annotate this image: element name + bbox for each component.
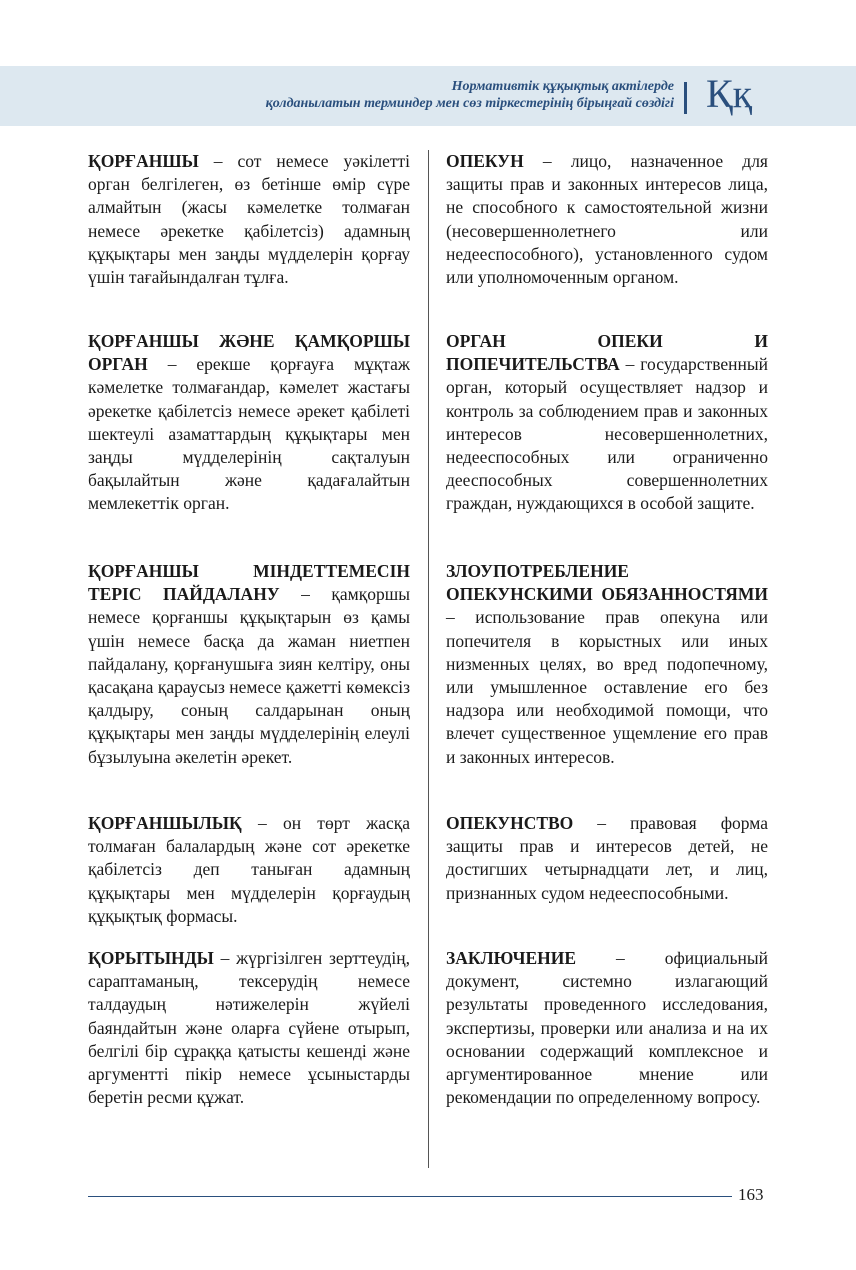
entry-korytyndy — [88, 947, 410, 1109]
entry-zakluchenie — [446, 947, 768, 1109]
entry-term: ҚОРҒАНШЫЛЫҚ — [88, 813, 242, 833]
footer-rule — [88, 1196, 732, 1197]
entry-definition: – правовая форма защиты прав и интересов детей, не достигших четырнадцати лет, и лиц, признанных судом недееспособными. — [446, 813, 768, 903]
entry-opekunstvo — [446, 812, 768, 905]
entry-definition: – ерекше қорғауға мұқтаж кәмелетке толмағандар, кәмелет жастағы әрекетке қабілетсіз немесе әрекет қабілеті шектеулі азаматтардың құқықтары мен заңды мүдделерінің сақталуын бақылайтын және қадағалайтын мемлекеттік орган. — [88, 354, 410, 514]
dictionary-title-line1: Нормативтік құқықтық актілерде — [451, 79, 674, 94]
entry-opekun — [446, 150, 768, 289]
entry-definition: – лицо, назначенное для защиты прав и законных интересов лица, не способного к самостоятельной жизни (несовершеннолетнего или недееспособного), установленного судом или уполномоченным органом. — [446, 151, 768, 288]
entry-definition: – жүргізілген зерттеудің, сараптаманың, тексерудің немесе талдаудың нәтижелерін жүйелі баяндайтын және оларға сүйене отырып, белгілі бір сұраққа қатысты кешенді және аргументті пікір немесе ұсыныстарды беретін ресми құжат. — [88, 948, 410, 1108]
section-letter: Ққ — [706, 71, 753, 116]
entry-term: ЗАКЛЮЧЕНИЕ — [446, 948, 577, 968]
dictionary-title — [114, 78, 674, 112]
column-divider — [428, 150, 429, 1168]
entry-korganshy-zhane-kamkorshy-organ — [88, 330, 410, 516]
entry-term: ОРГАН ОПЕКИ И ПОПЕЧИТЕЛЬСТВА — [446, 331, 768, 375]
entry-definition: – сот немесе уәкілетті орган белгілеген, өз бетінше өмір сүре алмайтын (жасы кәмелетке толмаған немесе әрекетке қабілетсіз) адамның құқықтары мен заңды мүдделерін қорғау үшін тағайындалған тұлға. — [88, 151, 410, 288]
entry-term: ҚОРҒАНШЫ ЖӘНЕ ҚАМҚОРШЫ ОРГАН — [88, 331, 410, 375]
entry-term: ҚОРҒАНШЫ МІНДЕТТЕМЕСІН ТЕРІС ПАЙДАЛАНУ — [88, 561, 410, 605]
entry-korganshy — [88, 150, 410, 289]
entry-definition: – использование прав опекуна или попечителя в корыстных или иных низменных целях, во вред подопечному, или умышленное оставление его без надзора или необходимой помощи, что влечет существенное ущемление его прав и законных интересов. — [446, 607, 768, 767]
entry-zloupotreblenie — [446, 560, 768, 769]
entry-korganshy-mindettemesin — [88, 560, 410, 769]
header-divider — [684, 82, 687, 114]
dictionary-title-line2: қолданылатын терминдер мен сөз тіркестерінің бірыңғай сөздігі — [265, 96, 674, 111]
entry-term: ОПЕКУНСТВО — [446, 813, 574, 833]
entry-definition: – қамқоршы немесе қорғаншы құқықтарын өз қамы үшін немесе басқа да жаман ниетпен пайдалану, қорғанушыға зиян келтіру, оны қасақана қараусыз немесе қажетті көмексіз қалдыру, соның салдарынан оның құқықтары мен заңды мүдделерінің елеулі бұзылуына әкелетін әрекет. — [88, 584, 410, 767]
entry-term: ҚОРҒАНШЫ — [88, 151, 199, 171]
entry-definition: – государственный орган, который осуществляет надзор и контроль за соблюдением прав и законных интересов несовершеннолетних, недееспособных или ограниченно дееспособных совершеннолетних граждан, нуждающихся в особой защите. — [446, 354, 768, 514]
entry-term: ҚОРЫТЫНДЫ — [88, 948, 214, 968]
entry-definition: – он төрт жасқа толмаған балалардың және сот әрекетке қабілетсіз деп таныған адамның құқықтары мен мүдделерін қорғаудың құқықтық формасы. — [88, 813, 410, 926]
entry-definition: – официальный документ, системно излагающий результаты проведенного исследования, экспертизы, проверки или анализа и на их основании содержащий комплексное и аргументированное мнение или рекомендации по определенному вопросу. — [446, 948, 768, 1108]
entry-term: ОПЕКУН — [446, 151, 524, 171]
entry-korganshylyk — [88, 812, 410, 928]
page-number: 163 — [738, 1185, 764, 1204]
entry-term: ЗЛОУПОТРЕБЛЕНИЕ ОПЕКУНСКИМИ ОБЯЗАННОСТЯМИ — [446, 561, 768, 605]
entry-organ-opeki — [446, 330, 768, 516]
